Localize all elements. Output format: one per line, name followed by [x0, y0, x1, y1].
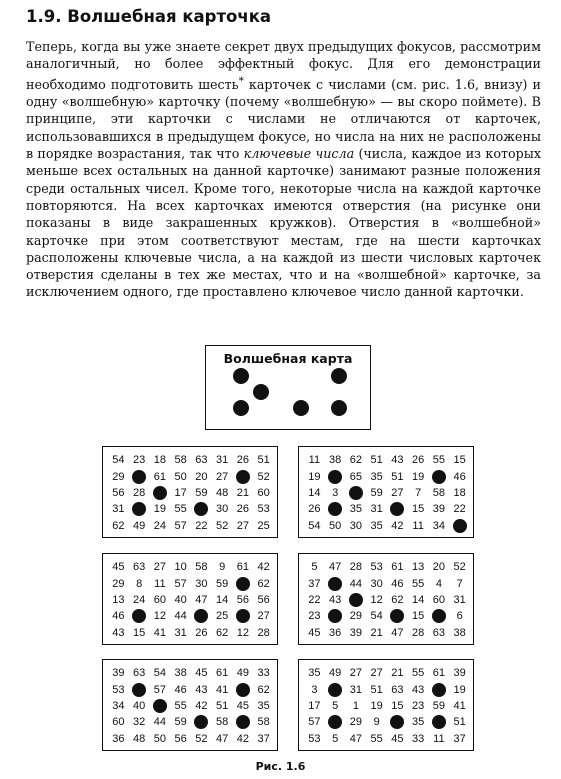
number-cell: 59: [216, 577, 229, 590]
hole-cell: [325, 575, 346, 591]
number-cell: 56: [257, 593, 270, 606]
number-cell: 13: [112, 593, 125, 606]
number-card: [102, 553, 278, 645]
number-cell: 56: [112, 486, 125, 499]
hole-cell: [129, 468, 150, 484]
number-cell: 43: [391, 454, 404, 467]
number-cell: 21: [236, 486, 249, 499]
magic-card-hole: [233, 400, 249, 416]
hole-cell: [325, 608, 346, 624]
hole-dot: [194, 502, 208, 516]
hole-cell: [150, 698, 171, 714]
number-cell: 41: [453, 699, 466, 712]
hole-cell: [325, 501, 346, 517]
number-cell: 20: [432, 561, 445, 574]
number-cell: 10: [174, 561, 187, 574]
hole-cell: [233, 681, 254, 697]
number-cell: 1: [352, 699, 359, 712]
number-grid: [108, 452, 274, 534]
number-cell: 30: [195, 577, 208, 590]
number-cell: 22: [195, 519, 208, 532]
number-cell: 3: [311, 683, 318, 696]
number-cell: 27: [349, 667, 362, 680]
number-cell: 32: [133, 716, 146, 729]
number-cell: 41: [153, 626, 166, 639]
number-cell: 23: [133, 454, 146, 467]
hole-cell: [325, 714, 346, 730]
number-grid: [108, 559, 274, 641]
number-cell: 9: [219, 561, 226, 574]
number-cell: 55: [174, 699, 187, 712]
number-cell: 44: [174, 610, 187, 623]
number-cell: 20: [195, 470, 208, 483]
number-cell: 27: [236, 519, 249, 532]
hole-dot: [236, 715, 250, 729]
number-cell: 45: [236, 699, 249, 712]
number-cell: 14: [308, 486, 321, 499]
number-cell: 15: [453, 454, 466, 467]
hole-dot: [390, 609, 404, 623]
hole-cell: [429, 468, 450, 484]
number-cell: 51: [216, 699, 229, 712]
number-cell: 62: [349, 454, 362, 467]
hole-cell: [191, 608, 212, 624]
number-cell: 58: [432, 486, 445, 499]
number-cell: 29: [349, 610, 362, 623]
number-cell: 63: [391, 683, 404, 696]
number-cell: 55: [412, 577, 425, 590]
number-cell: 37: [453, 732, 466, 745]
number-cell: 52: [195, 732, 208, 745]
number-cell: 45: [308, 626, 321, 639]
hole-dot: [328, 609, 342, 623]
number-cell: 53: [308, 732, 321, 745]
hole-dot: [236, 470, 250, 484]
number-cell: 62: [112, 519, 125, 532]
number-cell: 4: [435, 577, 442, 590]
number-cell: 42: [257, 561, 270, 574]
number-cell: 12: [370, 593, 383, 606]
number-card: [102, 446, 278, 538]
hole-dot: [432, 609, 446, 623]
hole-dot: [328, 577, 342, 591]
hole-dot: [432, 470, 446, 484]
number-cell: 19: [453, 683, 466, 696]
number-cell: 28: [257, 626, 270, 639]
number-cell: 24: [153, 519, 166, 532]
number-cell: 52: [453, 561, 466, 574]
number-cell: 47: [195, 593, 208, 606]
number-cell: 43: [329, 593, 342, 606]
hole-dot: [390, 502, 404, 516]
number-cell: 15: [412, 503, 425, 516]
paragraph-part-2: карточек с числами (см. рис. 1.6, внизу) и одну «волшебную» карточку (почему «волшебную» — вы скоро поймете). В принципе, эти карточки с числами не отличаются от карточек, использовавшихся в предыдущем фокусе, но числа на них не расположены в порядке возрастания, так что: [26, 76, 541, 162]
number-card: [298, 659, 474, 751]
number-cell: 63: [432, 626, 445, 639]
number-cell: 27: [216, 470, 229, 483]
number-cell: 19: [370, 699, 383, 712]
number-cell: 49: [329, 667, 342, 680]
number-cell: 52: [216, 519, 229, 532]
number-cell: 35: [349, 503, 362, 516]
hole-dot: [194, 609, 208, 623]
number-cell: 59: [174, 716, 187, 729]
number-cell: 34: [432, 519, 445, 532]
magic-card-title: Волшебная карта: [223, 351, 353, 366]
number-cell: 11: [433, 732, 445, 745]
number-cell: 26: [195, 626, 208, 639]
number-cell: 53: [112, 683, 125, 696]
hole-cell: [346, 485, 367, 501]
figure-caption: Рис. 1.6: [255, 760, 306, 773]
number-cell: 11: [154, 577, 166, 590]
number-cell: 15: [133, 626, 146, 639]
number-cell: 43: [112, 626, 125, 639]
number-cell: 55: [174, 503, 187, 516]
number-cell: 39: [453, 667, 466, 680]
number-cell: 3: [332, 486, 339, 499]
number-cell: 37: [308, 577, 321, 590]
number-cell: 35: [370, 519, 383, 532]
number-cell: 62: [257, 577, 270, 590]
number-cell: 62: [391, 593, 404, 606]
number-cell: 65: [349, 470, 362, 483]
hole-dot: [453, 519, 467, 533]
number-cell: 55: [432, 454, 445, 467]
number-cell: 58: [216, 716, 229, 729]
number-cell: 25: [257, 519, 270, 532]
number-cell: 53: [370, 561, 383, 574]
number-cell: 14: [412, 593, 425, 606]
number-cell: 17: [308, 699, 321, 712]
number-cell: 14: [216, 593, 229, 606]
hole-dot: [132, 683, 146, 697]
number-cell: 39: [349, 626, 362, 639]
number-cell: 27: [153, 561, 166, 574]
number-cell: 9: [373, 716, 380, 729]
number-cell: 44: [349, 577, 362, 590]
number-cell: 46: [453, 470, 466, 483]
number-cell: 18: [153, 454, 166, 467]
paragraph-part-1: Теперь, когда вы уже знаете секрет двух предыдущих фокусов, рассмотрим аналогичный, но более эффектный фокус. Для его демонстрации необходимо подготовить шесть: [26, 39, 541, 92]
number-cell: 48: [133, 732, 146, 745]
number-cell: 46: [174, 683, 187, 696]
number-cell: 54: [308, 519, 321, 532]
body-paragraph: [26, 38, 541, 301]
number-cell: 61: [216, 667, 229, 680]
number-cell: 48: [216, 486, 229, 499]
number-cell: 39: [112, 667, 125, 680]
number-cell: 53: [257, 503, 270, 516]
number-cell: 30: [216, 503, 229, 516]
number-cell: 55: [370, 732, 383, 745]
number-cell: 28: [133, 486, 146, 499]
number-cell: 31: [174, 626, 187, 639]
number-cell: 41: [216, 683, 229, 696]
hole-cell: [150, 485, 171, 501]
number-cell: 8: [136, 577, 143, 590]
number-cell: 15: [391, 699, 404, 712]
number-cell: 63: [133, 667, 146, 680]
number-cell: 5: [332, 732, 339, 745]
number-cell: 49: [133, 519, 146, 532]
hole-cell: [233, 468, 254, 484]
number-cell: 62: [216, 626, 229, 639]
magic-card-hole: [293, 400, 309, 416]
number-cell: 47: [329, 561, 342, 574]
hole-dot: [132, 609, 146, 623]
number-cell: 6: [456, 610, 463, 623]
number-cell: 54: [112, 454, 125, 467]
number-cell: 46: [112, 610, 125, 623]
number-cell: 36: [329, 626, 342, 639]
number-cell: 51: [370, 683, 383, 696]
number-cell: 28: [412, 626, 425, 639]
number-cell: 7: [456, 577, 463, 590]
hole-dot: [132, 502, 146, 516]
number-cell: 38: [329, 454, 342, 467]
number-cell: 12: [236, 626, 249, 639]
number-cell: 52: [257, 470, 270, 483]
hole-cell: [191, 714, 212, 730]
number-cell: 50: [329, 519, 342, 532]
number-cell: 17: [174, 486, 187, 499]
number-grid: [108, 665, 274, 747]
number-cell: 33: [412, 732, 425, 745]
number-cell: 28: [349, 561, 362, 574]
number-cell: 27: [391, 486, 404, 499]
number-cell: 30: [370, 577, 383, 590]
number-cell: 19: [412, 470, 425, 483]
hole-cell: [233, 575, 254, 591]
number-cell: 57: [174, 519, 187, 532]
number-cell: 5: [311, 561, 318, 574]
number-cell: 47: [216, 732, 229, 745]
number-cell: 15: [412, 610, 425, 623]
number-cell: 61: [432, 667, 445, 680]
hole-cell: [233, 714, 254, 730]
number-cell: 46: [391, 577, 404, 590]
number-cell: 19: [153, 503, 166, 516]
number-cell: 40: [133, 699, 146, 712]
number-cell: 35: [308, 667, 321, 680]
number-cell: 37: [257, 732, 270, 745]
magic-card-hole: [253, 384, 269, 400]
paragraph-part-3: (числа, каждое из которых меньше всех остальных на данной карточке) занимают разные положения среди остальных чисел. Кроме того, некоторые числа на каждой карточке повторяются. На всех карточках имеются отверстия (на рисунке они показаны в виде закрашенных кружков). Отверстия в «волшебной» карточке при этом соответствуют местам, где на шести карточках расположены ключевые числа, а на каждой из шести числовых карточек отверстия сделаны в тех же местах, что и на «волшебной» карточке, за исключением одного, где проставлено ключевое число данной карточки.: [26, 146, 541, 300]
key-numbers-term: ключевые числа: [243, 146, 355, 162]
hole-dot: [390, 715, 404, 729]
hole-cell: [129, 681, 150, 697]
number-cell: 29: [112, 470, 125, 483]
number-cell: 5: [332, 699, 339, 712]
number-cell: 26: [236, 454, 249, 467]
hole-cell: [346, 592, 367, 608]
number-cell: 31: [370, 503, 383, 516]
number-cell: 59: [432, 699, 445, 712]
number-cell: 58: [174, 454, 187, 467]
number-grid: [304, 559, 470, 641]
hole-cell: [129, 501, 150, 517]
number-cell: 40: [174, 593, 187, 606]
number-cell: 59: [195, 486, 208, 499]
number-grid: [304, 452, 470, 534]
hole-cell: [387, 608, 408, 624]
number-cell: 18: [453, 486, 466, 499]
hole-cell: [129, 608, 150, 624]
number-cell: 24: [133, 593, 146, 606]
number-cell: 35: [257, 699, 270, 712]
section-title: 1.9. Волшебная карточка: [26, 7, 272, 26]
footnote-mark: *: [238, 74, 244, 87]
hole-dot: [328, 470, 342, 484]
number-cell: 60: [153, 593, 166, 606]
hole-dot: [349, 486, 363, 500]
number-cell: 29: [112, 577, 125, 590]
number-cell: 45: [391, 732, 404, 745]
number-cell: 43: [412, 683, 425, 696]
number-cell: 21: [391, 667, 404, 680]
number-cell: 60: [112, 716, 125, 729]
number-cell: 35: [370, 470, 383, 483]
number-cell: 27: [370, 667, 383, 680]
magic-card: [205, 345, 371, 430]
number-cell: 45: [112, 561, 125, 574]
number-cell: 54: [370, 610, 383, 623]
number-cell: 51: [453, 716, 466, 729]
number-cell: 59: [370, 486, 383, 499]
number-cell: 42: [195, 699, 208, 712]
number-cell: 56: [174, 732, 187, 745]
number-cell: 22: [308, 593, 321, 606]
number-cell: 42: [391, 519, 404, 532]
magic-card-hole: [331, 368, 347, 384]
number-cell: 43: [195, 683, 208, 696]
hole-dot: [328, 683, 342, 697]
number-cell: 27: [257, 610, 270, 623]
number-cell: 61: [153, 470, 166, 483]
number-cell: 26: [308, 503, 321, 516]
number-cell: 51: [391, 470, 404, 483]
number-cell: 35: [412, 716, 425, 729]
number-cell: 45: [195, 667, 208, 680]
number-cell: 22: [453, 503, 466, 516]
number-cell: 60: [432, 593, 445, 606]
number-cell: 58: [195, 561, 208, 574]
number-cell: 23: [412, 699, 425, 712]
number-cell: 19: [308, 470, 321, 483]
number-cell: 11: [412, 519, 424, 532]
hole-cell: [387, 501, 408, 517]
number-cell: 47: [391, 626, 404, 639]
number-cell: 42: [236, 732, 249, 745]
number-cell: 31: [453, 593, 466, 606]
number-cell: 57: [174, 577, 187, 590]
hole-dot: [328, 715, 342, 729]
number-cell: 61: [391, 561, 404, 574]
hole-cell: [429, 608, 450, 624]
hole-dot: [132, 470, 146, 484]
number-cell: 26: [412, 454, 425, 467]
number-cell: 54: [153, 667, 166, 680]
number-cell: 38: [453, 626, 466, 639]
hole-dot: [194, 715, 208, 729]
number-cell: 60: [257, 486, 270, 499]
hole-dot: [153, 486, 167, 500]
number-cell: 36: [112, 732, 125, 745]
number-cell: 39: [432, 503, 445, 516]
hole-cell: [325, 468, 346, 484]
number-cell: 57: [153, 683, 166, 696]
number-cell: 34: [112, 699, 125, 712]
number-cell: 23: [308, 610, 321, 623]
number-card: [298, 553, 474, 645]
hole-cell: [429, 714, 450, 730]
number-cell: 31: [216, 454, 229, 467]
number-cell: 21: [370, 626, 383, 639]
number-cell: 63: [133, 561, 146, 574]
number-cell: 26: [236, 503, 249, 516]
hole-cell: [325, 681, 346, 697]
number-cell: 61: [236, 561, 249, 574]
number-cell: 47: [349, 732, 362, 745]
number-cell: 51: [257, 454, 270, 467]
number-cell: 33: [257, 667, 270, 680]
number-cell: 31: [112, 503, 125, 516]
number-cell: 50: [153, 732, 166, 745]
number-cell: 30: [349, 519, 362, 532]
hole-cell: [387, 714, 408, 730]
hole-dot: [432, 715, 446, 729]
number-cell: 25: [216, 610, 229, 623]
hole-dot: [236, 609, 250, 623]
hole-dot: [236, 683, 250, 697]
magic-card-hole: [233, 368, 249, 384]
hole-dot: [153, 699, 167, 713]
number-cell: 57: [308, 716, 321, 729]
number-cell: 31: [349, 683, 362, 696]
number-cell: 55: [412, 667, 425, 680]
number-cell: 51: [370, 454, 383, 467]
magic-card-hole: [331, 400, 347, 416]
number-card: [298, 446, 474, 538]
hole-dot: [328, 502, 342, 516]
number-cell: 63: [195, 454, 208, 467]
number-cell: 50: [174, 470, 187, 483]
number-cell: 29: [349, 716, 362, 729]
hole-cell: [233, 608, 254, 624]
hole-cell: [191, 501, 212, 517]
number-card: [102, 659, 278, 751]
number-cell: 13: [412, 561, 425, 574]
number-cell: 7: [415, 486, 422, 499]
number-cell: 44: [153, 716, 166, 729]
number-cell: 38: [174, 667, 187, 680]
number-cell: 58: [257, 716, 270, 729]
hole-cell: [449, 518, 470, 534]
number-cell: 12: [153, 610, 166, 623]
hole-cell: [429, 681, 450, 697]
hole-dot: [236, 577, 250, 591]
number-cell: 49: [236, 667, 249, 680]
number-grid: [304, 665, 470, 747]
number-cell: 11: [308, 454, 321, 467]
hole-dot: [432, 683, 446, 697]
hole-dot: [349, 593, 363, 607]
number-cell: 56: [236, 593, 249, 606]
number-cell: 62: [257, 683, 270, 696]
